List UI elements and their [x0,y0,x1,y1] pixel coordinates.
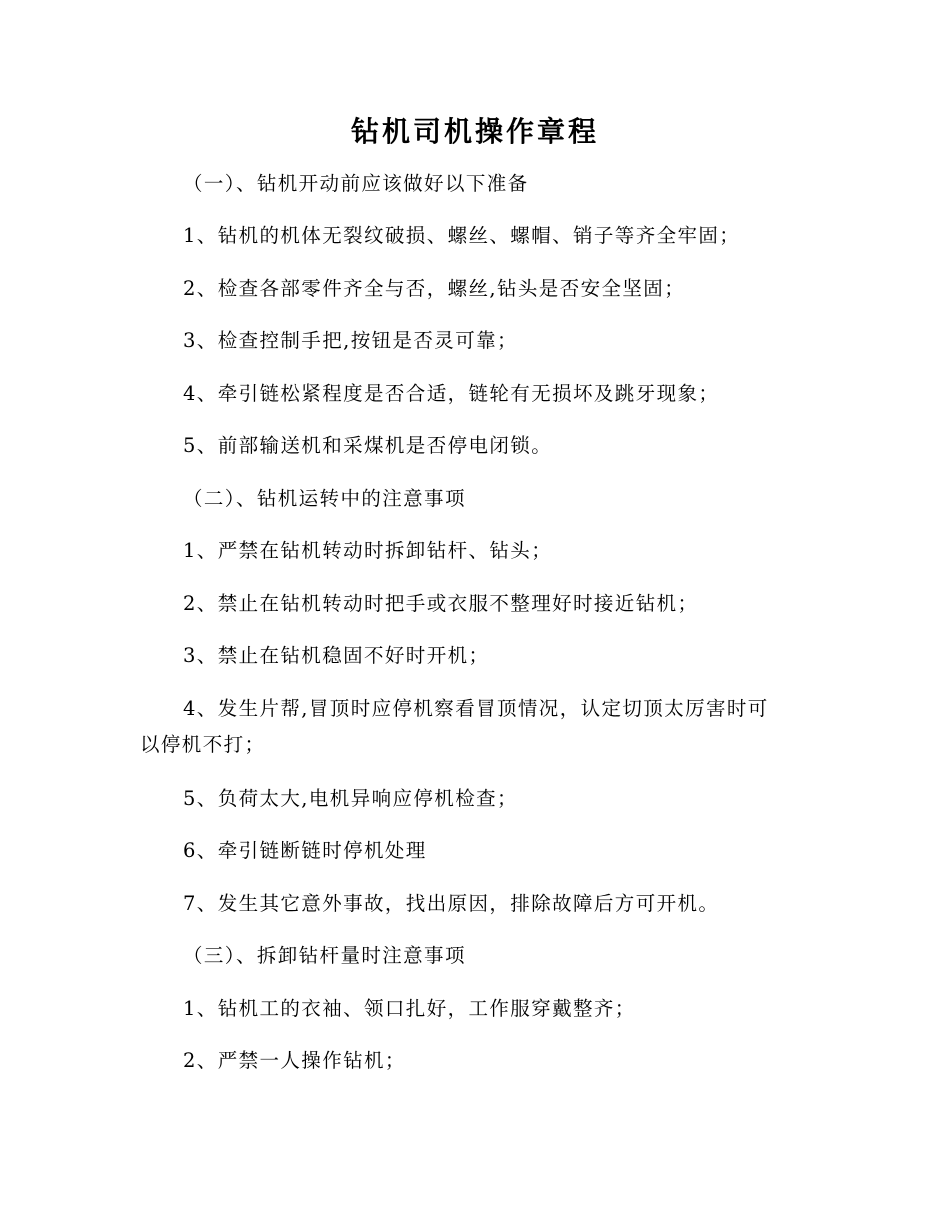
list-item: 5、负荷太大,电机异响应停机检查； [183,787,518,810]
list-item: 5、前部输送机和采煤机是否停电闭锁。 [183,434,553,457]
list-item: 1、严禁在钻机转动时拆卸钻杆、钻头； [183,539,553,562]
list-item: 6、牵引链断链时停机处理 [183,839,427,862]
list-item: 4、牵引链松紧程度是否合适，链轮有无损坏及跳牙现象； [183,382,720,405]
list-item: 1、钻机的机体无裂纹破损、螺丝、螺帽、销子等齐全牢固； [183,224,741,247]
section-heading-3: （三）、拆卸钻杆量时注意事项 [183,944,466,967]
list-item-continuation: 以停机不打； [140,733,266,756]
list-item: 4、发生片帮,冒顶时应停机察看冒顶情况，认定切顶太厉害时可 [183,697,769,720]
list-item: 3、禁止在钻机稳固不好时开机； [183,644,490,667]
document-title: 钻机司机操作章程 [350,115,599,148]
list-item: 7、发生其它意外事故，找出原因，排除故障后方可开机。 [183,892,720,915]
list-item: 2、禁止在钻机转动时把手或衣服不整理好时接近钻机； [183,592,699,615]
list-item: 2、严禁一人操作钻机； [183,1049,406,1072]
list-item: 2、检查各部零件齐全与否，螺丝,钻头是否安全坚固； [183,277,686,300]
list-item: 1、钻机工的衣袖、领口扎好，工作服穿戴整齐； [183,997,636,1020]
section-heading-1: （一）、钻机开动前应该做好以下准备 [183,172,529,195]
section-heading-2: （二）、钻机运转中的注意事项 [183,487,466,510]
list-item: 3、检查控制手把,按钮是否灵可靠； [183,329,518,352]
